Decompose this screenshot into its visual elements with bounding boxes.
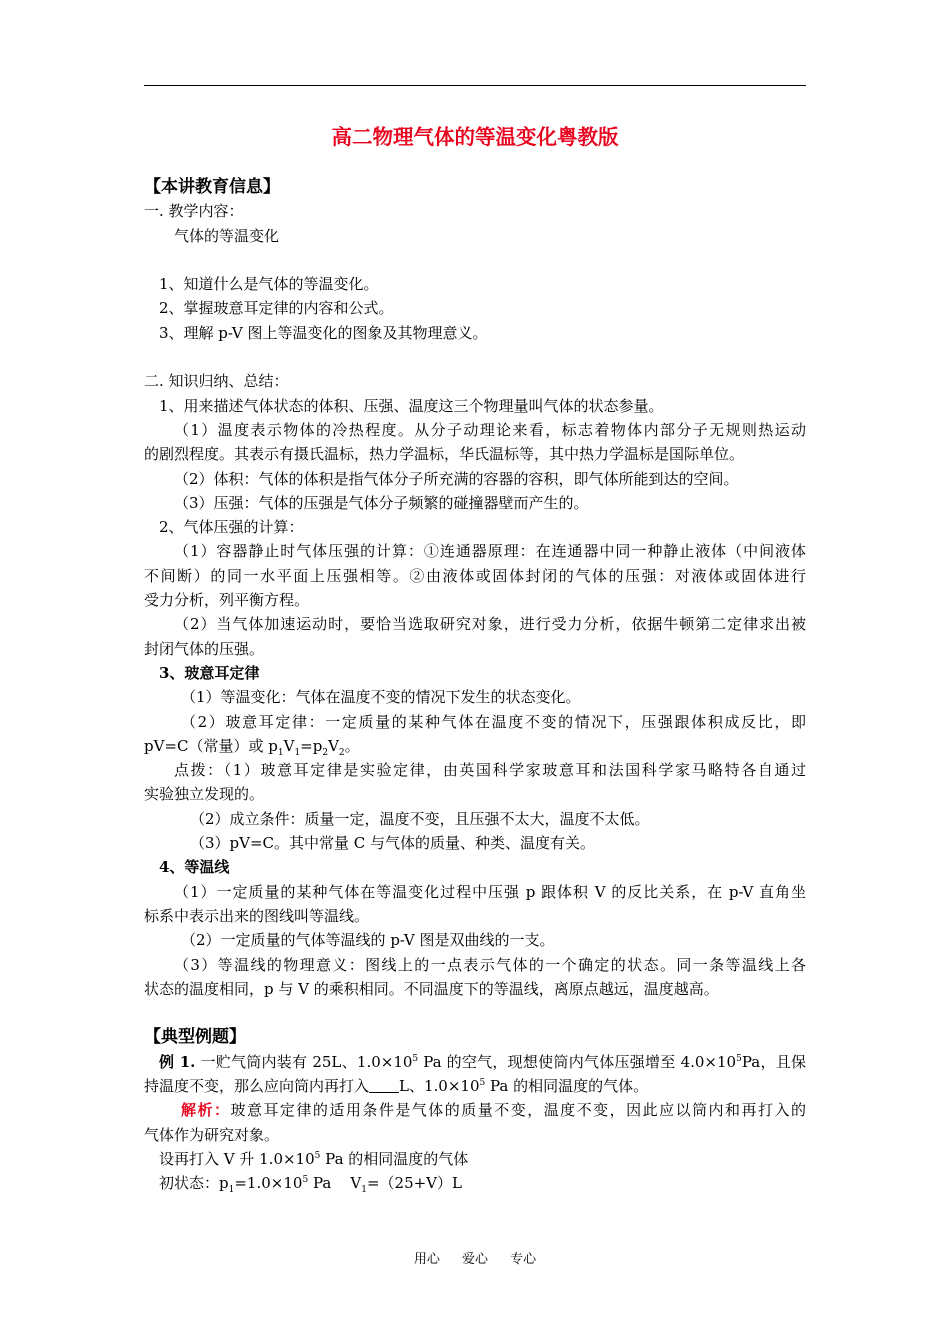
page-title: 高二物理气体的等温变化粤教版 — [331, 125, 619, 149]
knowledge-point-3: 3、玻意耳定律 — [159, 663, 260, 682]
knowledge-point-2: 2、气体压强的计算： — [159, 518, 304, 537]
analysis-label: 解析： — [181, 1101, 231, 1120]
part1-heading: 一. 教学内容： — [144, 202, 244, 221]
page-footer: 用心 爱心 专心 — [413, 1252, 537, 1267]
spacer — [144, 248, 806, 272]
example-1-line: 例 1. 一贮气筒内装有 25L、$1.0\times 10^5$ Pa 的空气，现想使筒内气体压强增至 $4.0\times 10^5Pa$，且保 — [159, 1052, 806, 1071]
section-heading-info: 【本讲教育信息】 — [144, 177, 280, 197]
paragraph-line: 的剧烈程度。其表示有摄氏温标，热力学温标，华氏温标等，其中热力学温标是国际单位。 — [144, 445, 745, 464]
paragraph-line: 实验独立发现的。 — [144, 785, 265, 804]
goal-item: 2、掌握玻意耳定律的内容和公式。 — [159, 299, 394, 318]
goal-item: 3、理解 p-V 图上等温变化的图象及其物理意义。 — [159, 323, 488, 342]
boyle-formula-line: pV=C（常量）或 $p_1V_1=p_2V_2$。 — [144, 736, 360, 758]
analysis-line: 解析：玻意耳定律的适用条件是气体的质量不变，温度不变，因此应以筒内和再打入的 — [181, 1101, 806, 1120]
paragraph-line: （3）pV=C。其中常量 C 与气体的质量、种类、温度有关。 — [190, 834, 596, 853]
document-body — [144, 175, 806, 1195]
analysis-line: 气体作为研究对象。 — [144, 1125, 280, 1144]
paragraph-line: 标系中表示出来的图线叫等温线。 — [144, 906, 370, 925]
paragraph-line: （3）压强：气体的压强是气体分子频繁的碰撞器壁而产生的。 — [174, 493, 589, 512]
paragraph-line: 状态的温度相同，p 与 V 的乘积相同。不同温度下的等温线，离原点越远，温度越高。 — [144, 979, 719, 998]
paragraph-line: 不间断）的同一水平面上压强相等。②由液体或固体封闭的气体的压强：对液体或固体进行 — [144, 566, 806, 585]
header-rule — [144, 85, 806, 86]
paragraph-line: （2）玻意耳定律：一定质量的某种气体在温度不变的情况下，压强跟体积成反比，即 — [181, 712, 806, 731]
paragraph-line: （2）一定质量的气体等温线的 p-V 图是双曲线的一支。 — [181, 931, 555, 950]
paragraph-line: （1）容器静止时气体压强的计算：①连通器原理：在连通器中同一种静止液体（中间液体 — [174, 542, 806, 561]
topic-text: 气体的等温变化 — [174, 226, 280, 245]
paragraph-line: 受力分析，列平衡方程。 — [144, 591, 310, 610]
answer-blank — [369, 1078, 399, 1093]
paragraph-line: （1）等温变化：气体在温度不变的情况下发生的状态变化。 — [181, 688, 581, 707]
paragraph-line: 封闭气体的压强。 — [144, 639, 265, 658]
knowledge-point-4: 4、等温线 — [159, 858, 230, 877]
knowledge-point-1: 1、用来描述气体状态的体积、压强、温度这三个物理量叫气体的状态参量。 — [159, 396, 664, 415]
paragraph-line: 点拨：（1）玻意耳定律是实验定律，由英国科学家玻意耳和法国科学家马略特各自通过 — [174, 761, 806, 780]
part2-heading: 二. 知识归纳、总结： — [144, 372, 289, 391]
paragraph-line: （2）成立条件：质量一定，温度不变，且压强不太大，温度不太低。 — [190, 809, 650, 828]
example-1-line: 持温度不变，那么应向筒内再打入 L、$1.0\times 10^5$ Pa 的相同温度的气体。 — [144, 1076, 649, 1095]
section-heading-examples: 【典型例题】 — [144, 1027, 246, 1048]
paragraph-line: （1）一定质量的某种气体在等温变化过程中压强 p 跟体积 V 的反比关系，在 p-V 直角坐 — [174, 882, 806, 901]
solution-line: 设再打入 V 升 $1.0\times 10^5$ Pa 的相同温度的气体 — [159, 1149, 469, 1168]
paragraph-line: （1）温度表示物体的冷热程度。从分子动理论来看，标志着物体内部分子无规则热运动 — [174, 420, 806, 439]
spacer — [144, 345, 806, 369]
paragraph-line: （2）体积：气体的体积是指气体分子所充满的容器的容积，即气体所能到达的空间。 — [174, 469, 739, 488]
solution-line: 初状态：$p_1=1.0\times 10^5$ Pa $V_1=(25+V)L$ — [159, 1174, 462, 1196]
goal-item: 1、知道什么是气体的等温变化。 — [159, 275, 379, 294]
spacer — [144, 1001, 806, 1025]
paragraph-line: （2）当气体加速运动时，要恰当选取研究对象，进行受力分析，依据牛顿第二定律求出被 — [174, 615, 806, 634]
paragraph-line: （3）等温线的物理意义：图线上的一点表示气体的一个确定的状态。同一条等温线上各 — [174, 955, 806, 974]
